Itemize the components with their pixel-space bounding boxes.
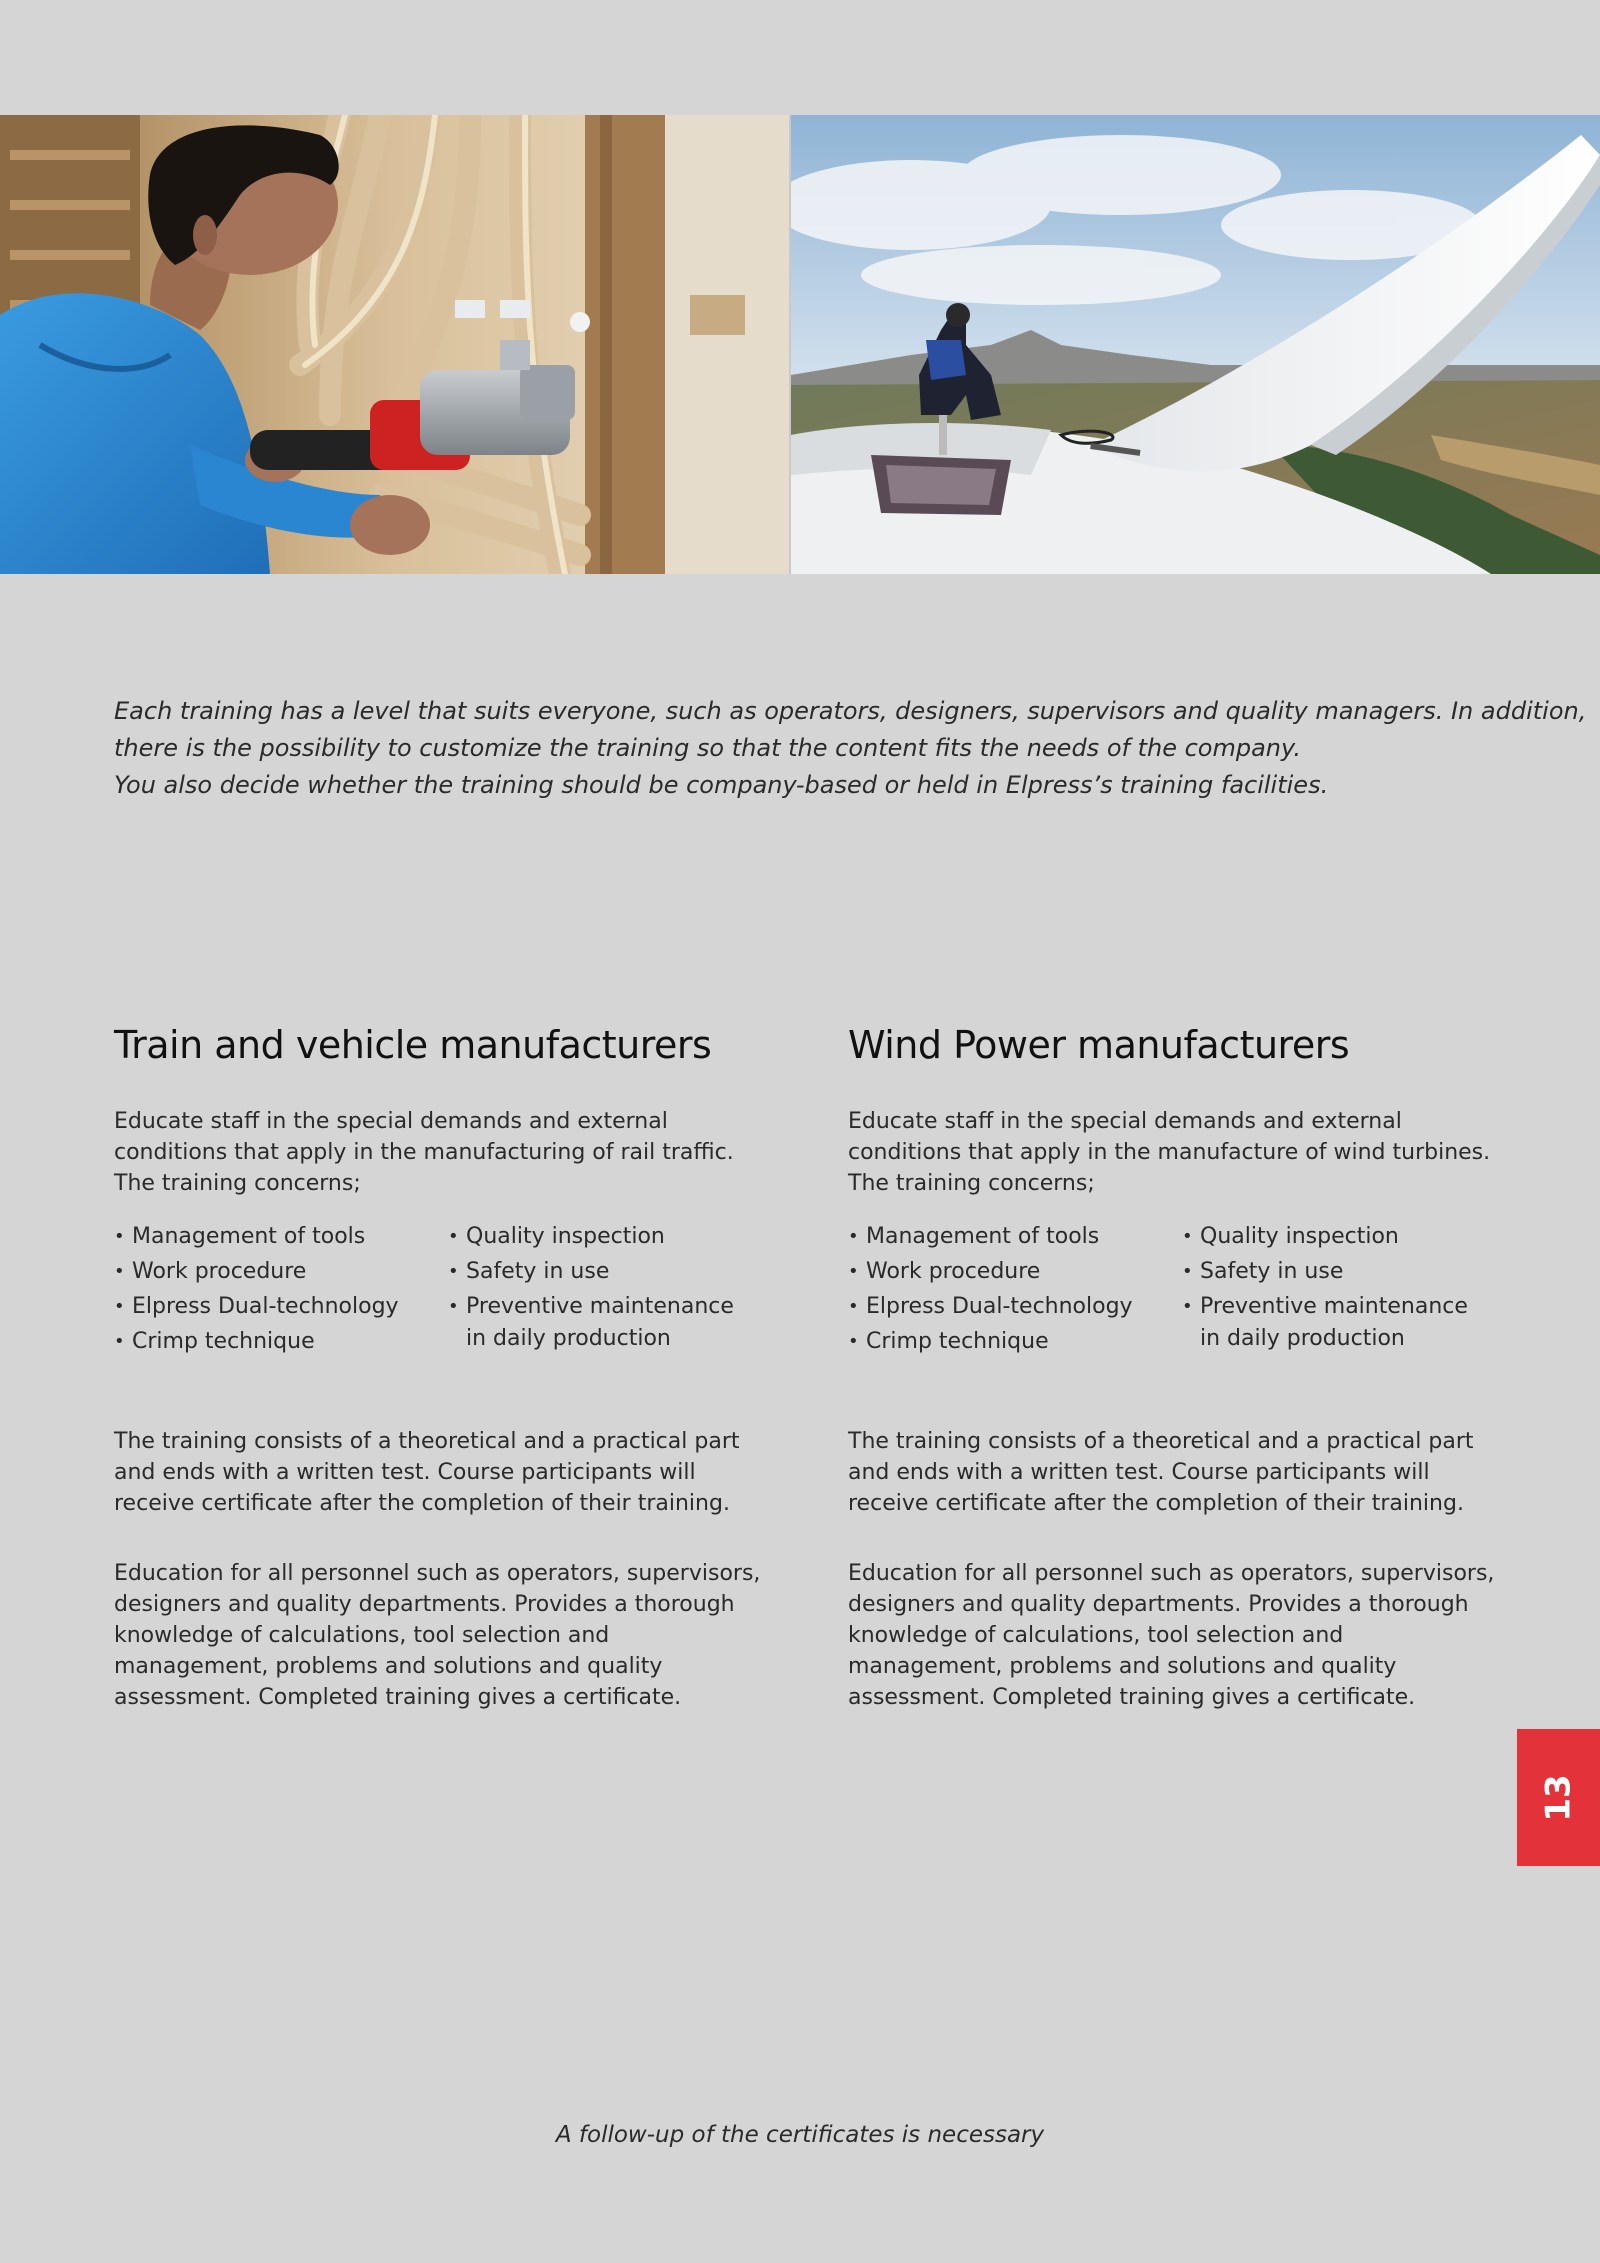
list-item-continuation: in daily production [466, 1326, 671, 1351]
photo-technician-crimping [0, 115, 789, 574]
list-item: • Crimp technique [114, 1324, 448, 1359]
list-item: • Work procedure [114, 1254, 448, 1289]
column-train-vehicle [114, 1020, 764, 1710]
list-item: • Elpress Dual-technology [848, 1289, 1182, 1324]
list-item: • Work procedure [848, 1254, 1182, 1289]
photo-wind-turbine-technician [791, 115, 1600, 574]
topics-list [848, 1219, 1498, 1359]
column-lead: Educate staff in the special demands and external conditions that apply in the manufacture of wind turbines. The training concerns; [848, 1109, 1491, 1196]
list-item: • Quality inspection [448, 1219, 734, 1254]
column-heading: Wind Power manufacturers [848, 1023, 1350, 1067]
education-description: Education for all personnel such as operators, supervisors, designers and quality departments. Provides a thorough knowledge of calculations, tool selection and management, problems and solutions and quality assessment. Completed training gives a certificate. [114, 1561, 761, 1710]
list-item [1182, 1289, 1468, 1353]
column-heading: Train and vehicle manufacturers [114, 1023, 712, 1067]
list-item: • Safety in use [1182, 1254, 1468, 1289]
list-item: • Management of tools [848, 1219, 1182, 1254]
footer-note: A follow-up of the certificates is necessary [555, 2122, 1045, 2148]
photo-strip [0, 115, 1600, 574]
training-description: The training consists of a theoretical and a practical part and ends with a written test. Course participants will receive certificate after the completion of their training. [114, 1429, 740, 1516]
list-item [448, 1289, 734, 1353]
page-number-tab [1517, 1729, 1600, 1866]
training-description: The training consists of a theoretical and a practical part and ends with a written test. Course participants will receive certificate after the completion of their training. [848, 1429, 1474, 1516]
topics-list [114, 1219, 764, 1359]
intro-line-2: there is the possibility to customize the training so that the content fits the needs of the company. [114, 734, 1301, 762]
list-item: • Management of tools [114, 1219, 448, 1254]
education-description: Education for all personnel such as operators, supervisors, designers and quality departments. Provides a thorough knowledge of calculations, tool selection and management, problems and solutions and quality assessment. Completed training gives a certificate. [848, 1561, 1495, 1710]
list-item: • Quality inspection [1182, 1219, 1468, 1254]
list-item-text: Preventive maintenance [1200, 1294, 1468, 1319]
list-item-text: Preventive maintenance [466, 1294, 734, 1319]
intro-line-3: You also decide whether the training should be company-based or held in Elpress’s training facilities. [114, 771, 1329, 799]
intro-text [114, 693, 1587, 804]
column-wind-power [848, 1020, 1498, 1710]
list-item-continuation: in daily production [1200, 1326, 1405, 1351]
list-item: • Safety in use [448, 1254, 734, 1289]
page-number: 13 [1538, 1773, 1579, 1822]
column-lead: Educate staff in the special demands and external conditions that apply in the manufacturing of rail traffic. The training concerns; [114, 1109, 734, 1196]
list-item: • Elpress Dual-technology [114, 1289, 448, 1324]
intro-line-1: Each training has a level that suits everyone, such as operators, designers, supervisors and quality managers. In addition, [114, 697, 1587, 725]
list-item: • Crimp technique [848, 1324, 1182, 1359]
